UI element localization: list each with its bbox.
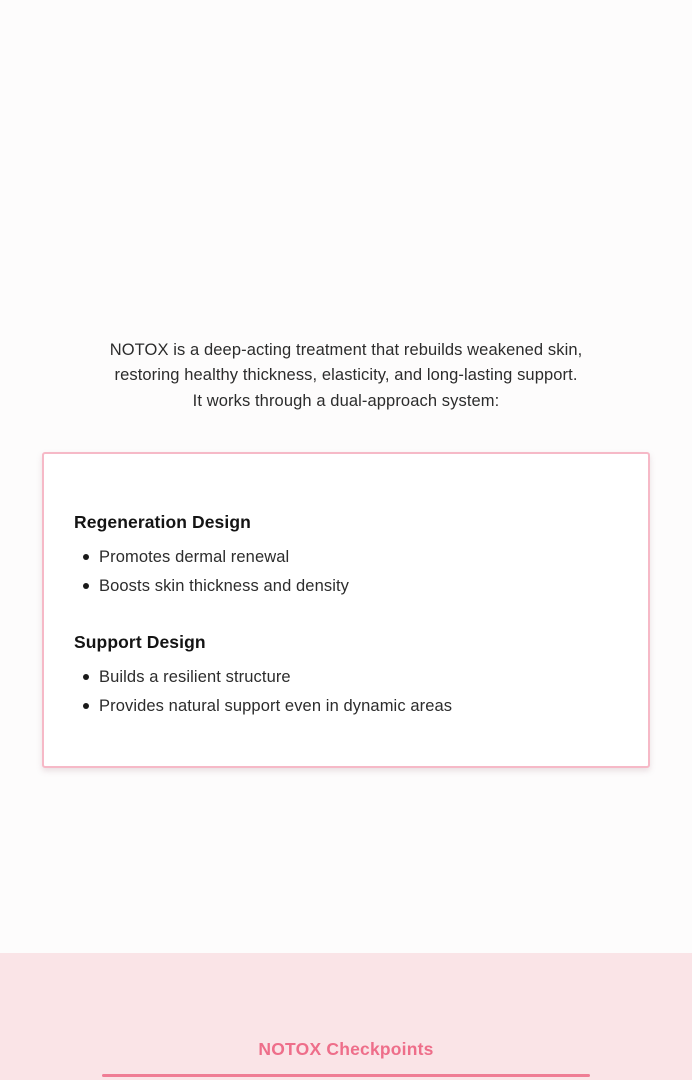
list-item (74, 692, 618, 721)
bullet-dot-icon (83, 554, 89, 560)
checkpoints-title: NOTOX Checkpoints (258, 1039, 434, 1059)
list-item (74, 543, 618, 572)
checkpoints-divider (102, 1074, 590, 1077)
list-item (74, 663, 618, 692)
intro-line: restoring healthy thickness, elasticity, and long-lasting support. (114, 366, 578, 384)
dual-approach-card (42, 452, 650, 768)
list-item (74, 572, 618, 601)
list-item-label: Promotes dermal renewal (99, 548, 290, 566)
support-design-heading: Support Design (74, 632, 206, 652)
bullet-dot-icon (83, 703, 89, 709)
bullet-dot-icon (83, 583, 89, 589)
bullet-dot-icon (83, 674, 89, 680)
list-item-label: Provides natural support even in dynamic areas (99, 696, 453, 715)
list-item-label: Boosts skin thickness and density (99, 576, 350, 595)
intro-line: It works through a dual-approach system: (192, 391, 500, 410)
regeneration-bullet-list (74, 543, 618, 600)
intro-paragraph (0, 338, 692, 415)
intro-line: NOTOX is a deep-acting treatment that rebuilds weakened skin, (109, 340, 583, 359)
list-item-label: Builds a resilient structure (99, 668, 291, 686)
regeneration-design-heading: Regeneration Design (74, 512, 251, 532)
support-bullet-list (74, 663, 618, 720)
checkpoints-section (0, 953, 692, 1080)
